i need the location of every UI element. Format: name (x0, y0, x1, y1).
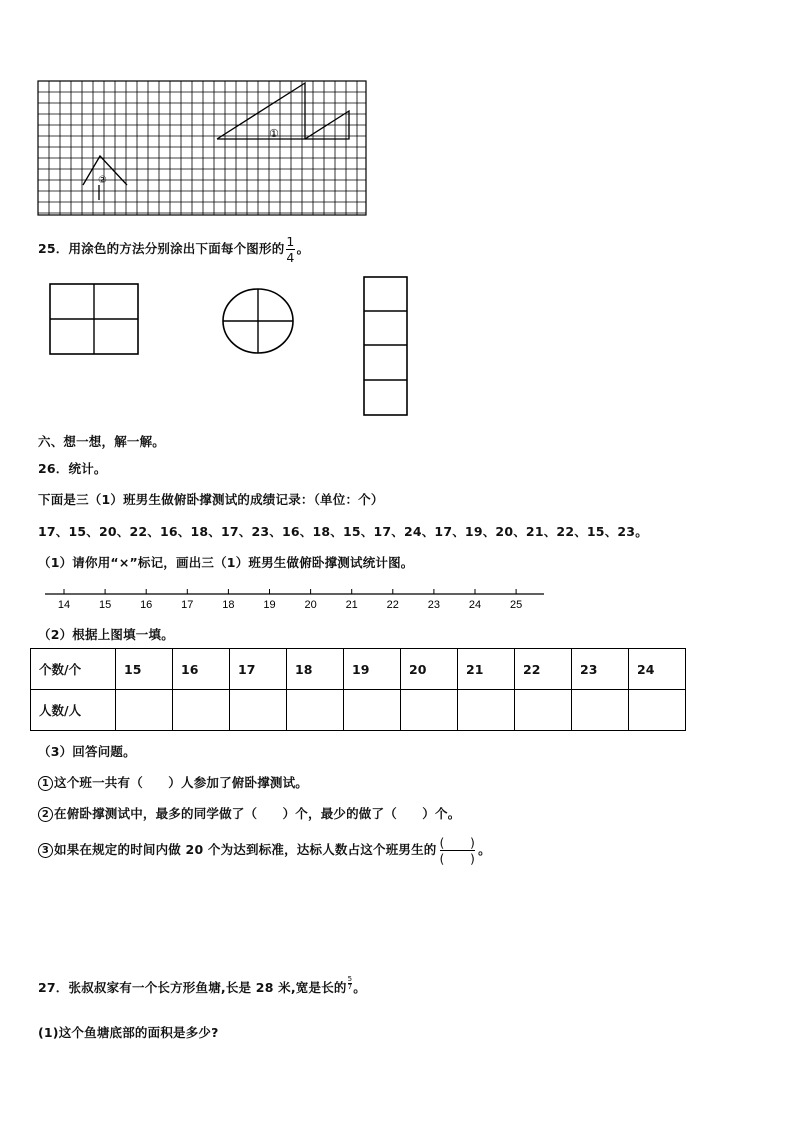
table-cell-blank[interactable] (572, 690, 629, 731)
table-col: 19 (344, 649, 401, 690)
table-cell-blank[interactable] (344, 690, 401, 731)
table-header-count: 个数/个 (31, 649, 116, 690)
q26-part2: （2）根据上图填一填。 (38, 627, 174, 642)
number-line-label: 15 (98, 599, 112, 611)
q26-title: 26．统计。 (38, 461, 107, 476)
number-line-label: 20 (304, 599, 317, 611)
table-col: 20 (401, 649, 458, 690)
table-col: 15 (116, 649, 173, 690)
number-line-label: 16 (140, 599, 153, 611)
q26-question-1: 1 这个班一共有（ ）人参加了俯卧撑测试。 (38, 773, 308, 791)
table-col: 17 (230, 649, 287, 690)
shape-1-label: ① (269, 127, 279, 140)
table-col: 23 (572, 649, 629, 690)
table-header-people: 人数/人 (31, 690, 116, 731)
q26-intro: 下面是三（1）班男生做俯卧撑测试的成绩记录：（单位：个） (38, 492, 384, 507)
table-cell-blank[interactable] (629, 690, 686, 731)
table-col: 18 (287, 649, 344, 690)
table-col: 21 (458, 649, 515, 690)
rectangle-quartered (48, 282, 143, 357)
q26-question-2: 2 在俯卧撑测试中，最多的同学做了（ ）个，最少的做了（ ）个。 (38, 804, 460, 822)
number-line-label: 21 (345, 599, 358, 611)
table-col: 22 (515, 649, 572, 690)
table-col: 24 (629, 649, 686, 690)
number-line-label: 18 (222, 599, 235, 611)
table-cell-blank[interactable] (116, 690, 173, 731)
shape-1-triangle (217, 83, 305, 139)
circle-quartered (220, 287, 298, 357)
q26-question-3: 3 如果在规定的时间内做 20 个为达到标准，达标人数占这个班男生的 $\frac{( )}{( )}$ 。 (38, 835, 491, 866)
table-row-count (31, 649, 686, 690)
number-line-label: 19 (263, 599, 276, 611)
q27-sub1: (1)这个鱼塘底部的面积是多少? (38, 1025, 219, 1040)
table-cell-blank[interactable] (401, 690, 458, 731)
q25-prompt: 25．用涂色的方法分别涂出下面每个图形的 $\frac{1}{4}$ 。 (38, 234, 310, 265)
table-cell-blank[interactable] (173, 690, 230, 731)
table-cell-blank[interactable] (458, 690, 515, 731)
rectangle-four-rows (361, 275, 413, 417)
circled-number-3: 3 (38, 843, 53, 858)
q27-prompt: 27．张叔叔家有一个长方形鱼塘,长是 28 米,宽是长的 $\frac{5}{7}$ 。 (38, 975, 366, 995)
table-col: 16 (173, 649, 230, 690)
q26-data: 17、15、20、22、16、18、17、23、16、18、15、17、24、17、19、20、21、22、15、23。 (38, 524, 648, 539)
number-line-label: 22 (386, 599, 399, 611)
section-6-heading: 六、想一想，解一解。 (38, 434, 166, 449)
number-line-label: 25 (509, 599, 523, 611)
number-line (40, 586, 550, 616)
stat-table (30, 648, 686, 731)
number-line-label: 24 (468, 599, 482, 611)
number-line-label: 17 (181, 599, 194, 611)
table-cell-blank[interactable] (230, 690, 287, 731)
circled-number-2: 2 (38, 807, 53, 822)
q26-part3: （3）回答问题。 (38, 744, 136, 759)
q26-part1: （1）请你用“×”标记，画出三（1）班男生做俯卧撑测试统计图。 (38, 555, 414, 570)
table-cell-blank[interactable] (287, 690, 344, 731)
grid-figure (36, 78, 370, 218)
circled-number-1: 1 (38, 776, 53, 791)
number-line-label: 23 (427, 599, 441, 611)
number-line-label: 14 (57, 599, 71, 611)
table-cell-blank[interactable] (515, 690, 572, 731)
shape-2-label: ② (98, 175, 107, 186)
table-row-people (31, 690, 686, 731)
